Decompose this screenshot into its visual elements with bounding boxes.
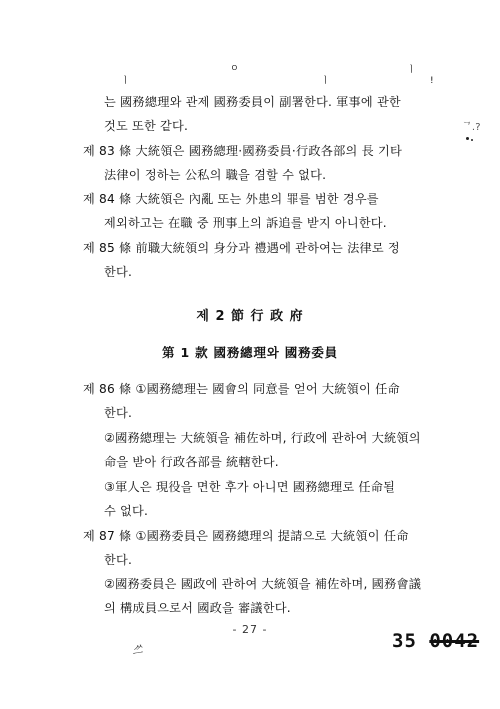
text-line: 제외하고는 在職 중 刑事上의 訴追를 받지 아니한다. <box>104 216 387 230</box>
text-line: 는 國務總理와 관제 國務委員이 副署한다. 軍事에 관한 <box>104 95 401 109</box>
page-number: - 27 - <box>232 623 268 636</box>
scan-mark: ㅇ <box>230 64 239 74</box>
text-line: 의 構成員으로서 國政을 審議한다. <box>104 601 291 615</box>
scan-mark: ㅣ <box>321 76 330 86</box>
text-line: 한다. <box>104 406 133 420</box>
archive-stamp <box>392 630 479 652</box>
article-87-line: 제 87 條 ①國務委員은 國務總理의 提請으로 大統領이 任命 <box>83 529 409 543</box>
text-line: 것도 또한 같다. <box>104 119 189 133</box>
text-line: 한다. <box>104 265 133 279</box>
article-85-line: 제 85 條 前職大統領의 身分과 禮遇에 관하여는 法律로 정 <box>83 241 400 255</box>
text-line: ③軍人은 現役을 면한 후가 아니면 國務總理로 任命될 <box>104 480 396 494</box>
scan-mark: ㅣ <box>407 65 416 75</box>
article-83-line: 제 83 條 大統領은 國務總理·國務委員·行政各部의 長 기타 <box>83 144 402 158</box>
article-86-line: 제 86 條 ①國務總理는 國會의 同意를 얻어 大統領이 任命 <box>83 382 400 396</box>
text-line: 法律이 정하는 公私의 職을 겸할 수 없다. <box>104 168 327 182</box>
text-line: 수 없다. <box>104 504 149 518</box>
article-84-line: 제 84 條 大統領은 內亂 또는 外患의 罪를 범한 경우를 <box>83 192 379 206</box>
scan-mark: ! <box>430 76 434 86</box>
signature-mark: ᄽᅳ <box>131 643 144 658</box>
subsection-title: 第 1 款 國務總理와 國務委員 <box>162 345 338 360</box>
scan-mark: ㅣ <box>121 76 130 86</box>
text-line: ②國務總理는 大統領을 補佐하며, 行政에 관하여 大統領의 <box>104 431 421 445</box>
stamp-number: 35 <box>392 630 417 652</box>
margin-note: ᄀ.? <box>462 122 481 133</box>
section-title: 제 2 節 行 政 府 <box>196 309 304 324</box>
scan-speck <box>466 137 469 140</box>
text-line: ②國務委員은 國政에 관하여 大統領을 補佐하며, 國務會議 <box>104 577 422 591</box>
text-line: 命을 받아 行政各部를 統轄한다. <box>104 455 279 469</box>
scan-speck <box>471 139 473 141</box>
stamp-struck-code: 0042 <box>429 630 480 652</box>
text-line: 한다. <box>104 553 133 567</box>
